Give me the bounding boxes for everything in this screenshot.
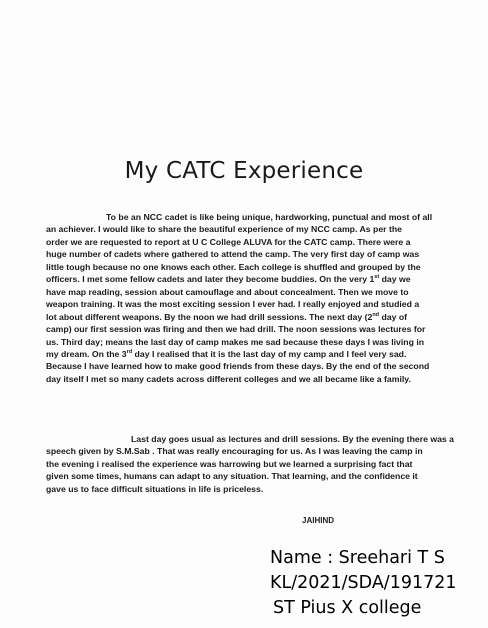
- text-line: Last day goes usual as lectures and drill sessions. By the evening there was a: [131, 434, 455, 444]
- text-line: us. Third day; means the last day of camp makes me sad because these days I was living in: [46, 336, 425, 347]
- paragraph-2: [46, 433, 455, 495]
- ordinal-suffix: nd: [372, 311, 380, 318]
- paragraph-1: [46, 211, 442, 385]
- text-fragment: officers. I met some fellow cadets and later they become buddies. On the very 1: [46, 274, 375, 285]
- text-line: the evening i realised the experience was harrowing but we learned a surprising fact that: [46, 458, 413, 469]
- text-line: an achiever. I would like to share the beautiful experience of my NCC camp. As per the: [46, 224, 402, 235]
- text-line: gave us to face difficult situations in life is priceless.: [46, 483, 264, 494]
- text-line: camp) our first session was firing and then we had drill. The noon sessions was lectures for: [46, 324, 426, 335]
- text-line: [46, 311, 442, 323]
- author-id: KL/2021/SDA/191721: [270, 573, 457, 593]
- text-line: have map reading, session about camouflage and about concealment. Then we move to: [46, 286, 409, 297]
- author-name: Name : Sreehari T S: [270, 548, 445, 568]
- text-line: [46, 273, 442, 285]
- text-line: Because I have learned how to make good friends from these days. By the end of the second: [46, 361, 430, 372]
- text-fragment: day we: [379, 274, 411, 285]
- author-college: ST Pius X college: [273, 598, 422, 618]
- ordinal-suffix: rd: [126, 349, 133, 356]
- ordinal-suffix: st: [374, 274, 380, 281]
- text-line: speech given by S.M.Sab . That was really encouraging for us. As I was leaving the camp in: [46, 446, 423, 457]
- signature-block: [270, 546, 457, 621]
- text-line: huge number of cadets where gathered to attend the camp. The very first day of camp was: [46, 249, 420, 260]
- text-fragment: day of: [379, 311, 408, 322]
- text-line: day itself I met so many cadets across different colleges and we all became like a family.: [46, 373, 411, 384]
- closing-salutation: JAIHIND: [302, 516, 335, 525]
- text-line: given some times, humans can adapt to any situation. That learning, and the confidence it: [46, 471, 418, 482]
- text-fragment: my dream. On the 3: [46, 348, 127, 359]
- text-line: weapon training. It was the most exciting session I ever had. I really enjoyed and studied a: [46, 299, 420, 310]
- text-line: order we are requested to report at U C College ALUVA for the CATC camp. There were a: [46, 236, 411, 247]
- text-line: To be an NCC cadet is like being unique, hardworking, punctual and most of all: [106, 212, 433, 222]
- text-line: little tough because no one knows each other. Each college is shuffled and grouped by the: [46, 261, 421, 272]
- text-line: [46, 348, 442, 360]
- text-fragment: lot about different weapons. By the noon we had drill sessions. The next day (2: [46, 311, 373, 322]
- document-title: My CATC Experience: [124, 158, 364, 184]
- text-fragment: day I realised that it is the last day of my camp and I feel very sad.: [132, 348, 407, 359]
